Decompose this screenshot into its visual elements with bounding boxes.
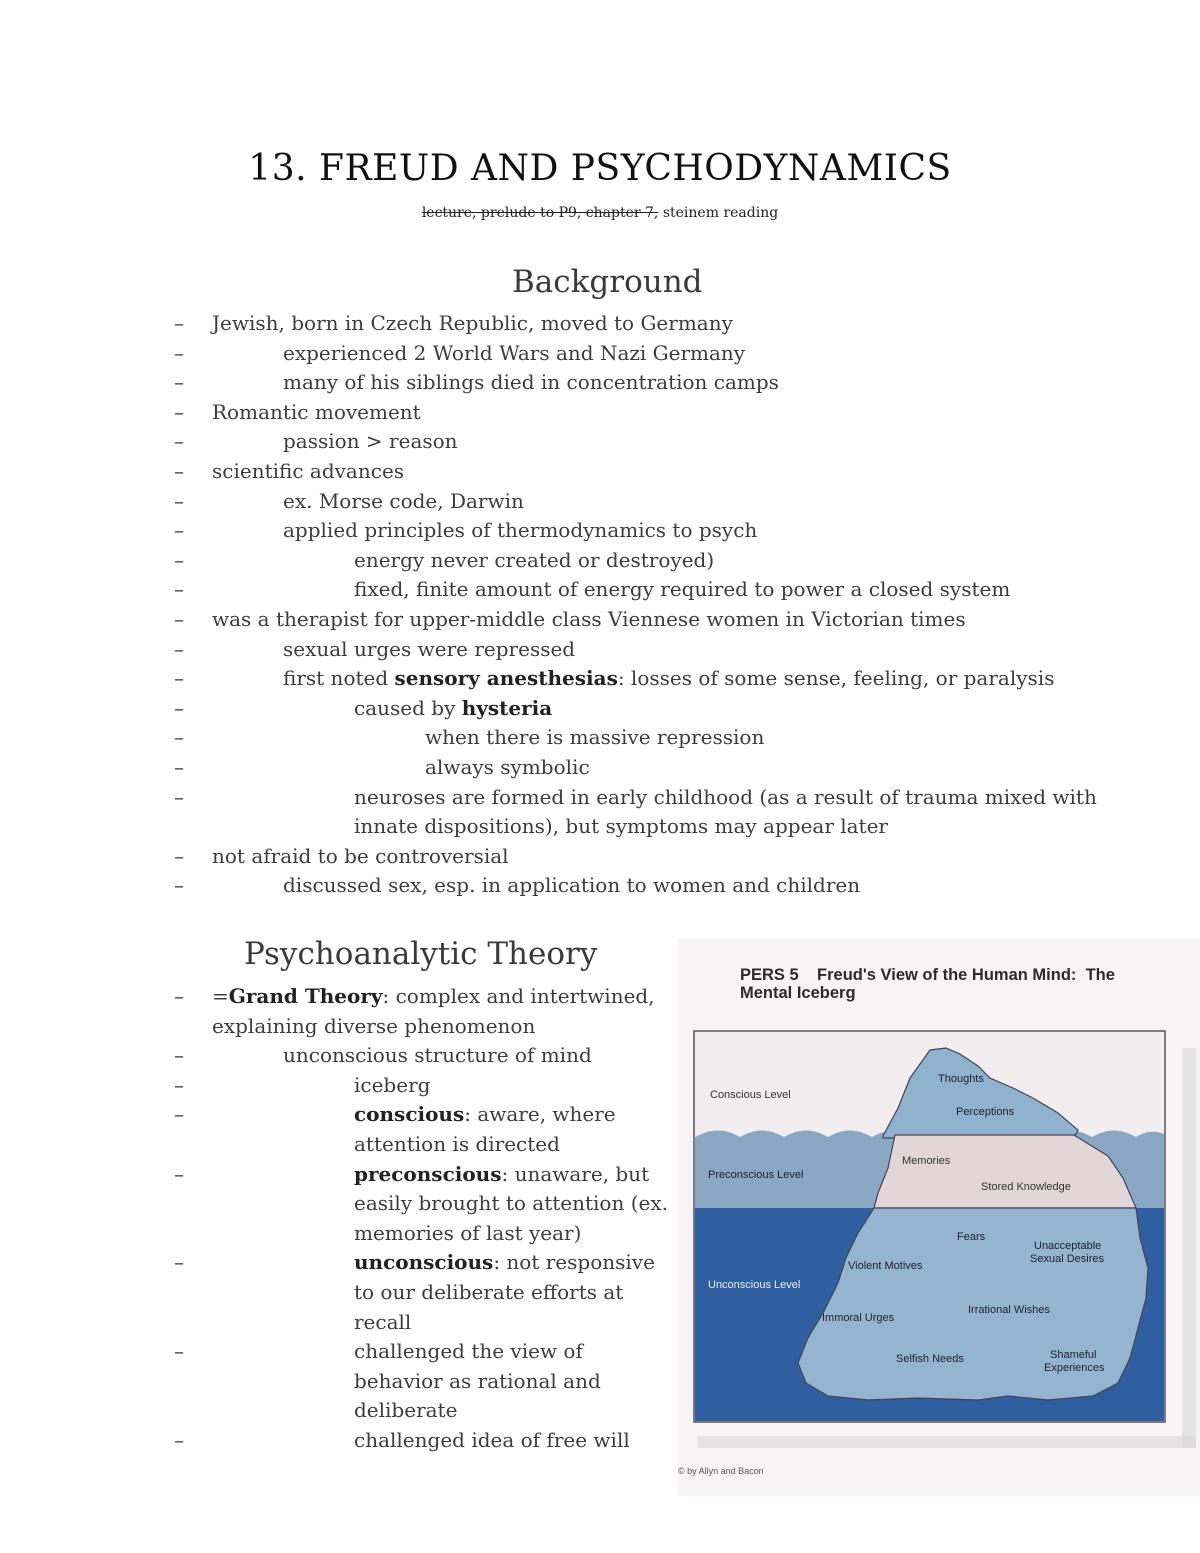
bullet-item xyxy=(212,457,1112,487)
bullet-item xyxy=(212,871,1112,901)
iceberg-diagram xyxy=(678,938,1200,1478)
bullet-item xyxy=(212,842,1112,872)
subtitle-text: steinem reading xyxy=(658,205,779,221)
bullet-item xyxy=(212,635,1112,665)
shameful-label: Shameful xyxy=(1050,1349,1097,1361)
figure-credit: © by Allyn and Bacon xyxy=(678,1466,764,1476)
figure-title-line2: Mental Iceberg xyxy=(740,984,856,1002)
perceptions-label: Perceptions xyxy=(956,1106,1015,1118)
bullet-item xyxy=(212,982,674,1041)
experiences-label: Experiences xyxy=(1044,1362,1105,1374)
bullet-item xyxy=(212,783,1112,842)
bullet-text: ex. Morse code, Darwin xyxy=(283,488,524,513)
bullet-text: applied principles of thermodynamics to psych xyxy=(283,518,758,543)
conscious-level-label: Conscious Level xyxy=(710,1089,791,1101)
bullet-term: hysteria xyxy=(461,695,553,720)
bullet-text: iceberg xyxy=(354,1072,431,1097)
bullet-item xyxy=(212,398,1112,428)
selfish-needs-label: Selfish Needs xyxy=(896,1353,964,1365)
sexual-desires-label: Sexual Desires xyxy=(1030,1253,1104,1265)
bullet-item xyxy=(212,664,1112,694)
bullet-text: Jewish, born in Czech Republic, moved to Germany xyxy=(212,311,733,335)
bullet-text: neuroses are formed in early childhood (as a result of trauma mixed with innate dispositions), but symptoms may appear later xyxy=(354,784,1097,839)
bullet-text: caused by xyxy=(354,695,462,720)
bullet-text: experienced 2 World Wars and Nazi Germany xyxy=(283,340,746,365)
bullet-term: preconscious xyxy=(354,1161,502,1186)
bullet-text: challenged the view of behavior as rational and deliberate xyxy=(354,1339,601,1423)
bullet-item xyxy=(212,1041,674,1071)
bullet-text: : complex and intertwined, explaining diverse phenomenon xyxy=(212,984,655,1038)
bullet-item xyxy=(212,309,1112,339)
bullet-text: : unaware, but easily brought to attention (ex. memories of last year) xyxy=(354,1161,668,1245)
stipple-edge-right xyxy=(1182,1048,1196,1448)
bullet-text: discussed sex, esp. in application to women and children xyxy=(283,873,861,898)
bullet-text: passion > reason xyxy=(283,429,458,454)
thoughts-label: Thoughts xyxy=(938,1073,984,1085)
bullet-text: fixed, finite amount of energy required to power a closed system xyxy=(354,577,1011,602)
bullet-text: = xyxy=(212,984,229,1008)
psychoanalytic-heading: Psychoanalytic Theory xyxy=(244,936,598,972)
preconscious-level-label: Preconscious Level xyxy=(708,1169,804,1181)
bullet-item xyxy=(212,1071,674,1101)
bullet-text: Romantic movement xyxy=(212,399,421,424)
irrational-wishes-label: Irrational Wishes xyxy=(968,1304,1050,1316)
bullet-term: sensory anesthesias xyxy=(394,666,618,691)
bullet-text: challenged idea of free will xyxy=(354,1427,630,1452)
bullet-text: unconscious structure of mind xyxy=(283,1043,592,1068)
document-subtitle xyxy=(0,205,1200,221)
bullet-item xyxy=(212,605,1112,635)
bullet-item xyxy=(212,368,1112,398)
bullet-text: when there is massive repression xyxy=(425,725,765,750)
bullet-text: : losses of some sense, feeling, or paralysis xyxy=(617,666,1055,691)
background-list xyxy=(212,309,1112,901)
bullet-text: : aware, where attention is directed xyxy=(354,1102,616,1156)
fears-label: Fears xyxy=(957,1231,986,1243)
bullet-item xyxy=(212,339,1112,369)
bullet-item xyxy=(212,575,1112,605)
bullet-text: sexual urges were repressed xyxy=(283,636,576,661)
unconscious-level-label: Unconscious Level xyxy=(708,1279,801,1291)
bullet-text: always symbolic xyxy=(425,754,590,779)
bullet-item xyxy=(212,694,1112,724)
bullet-item xyxy=(212,1248,674,1337)
background-heading: Background xyxy=(512,264,703,300)
document-title: 13. FREUD AND PSYCHODYNAMICS xyxy=(248,148,952,189)
memories-label: Memories xyxy=(902,1155,951,1167)
bullet-text: was a therapist for upper-middle class Viennese women in Victorian times xyxy=(212,606,966,631)
psychoanalytic-list xyxy=(212,982,674,1456)
bullet-term: conscious xyxy=(354,1102,465,1127)
bullet-item xyxy=(212,516,1112,546)
bullet-term: Grand Theory xyxy=(228,984,383,1008)
violent-motives-label: Violent Motives xyxy=(848,1260,923,1272)
figure-title-line1: PERS 5 Freud's View of the Human Mind: The xyxy=(740,966,1115,984)
bullet-item xyxy=(212,753,1112,783)
stipple-edge-bottom xyxy=(698,1436,1196,1448)
unacceptable-label: Unacceptable xyxy=(1034,1240,1102,1252)
bullet-text: scientific advances xyxy=(212,458,405,483)
bullet-item xyxy=(212,723,1112,753)
bullet-text: energy never created or destroyed) xyxy=(354,547,715,572)
bullet-item xyxy=(212,427,1112,457)
bullet-text: many of his siblings died in concentration camps xyxy=(283,370,779,395)
bullet-item xyxy=(212,1160,674,1249)
bullet-item xyxy=(212,487,1112,517)
bullet-term: unconscious xyxy=(354,1250,494,1275)
stored-knowledge-label: Stored Knowledge xyxy=(981,1181,1071,1193)
bullet-text: not afraid to be controversial xyxy=(212,843,509,868)
bullet-text: : not responsive to our deliberate efforts at recall xyxy=(354,1250,655,1334)
bullet-item xyxy=(212,1100,674,1159)
immoral-urges-label: Immoral Urges xyxy=(822,1312,895,1324)
subtitle-struck-text: lecture, prelude to P9, chapter 7, xyxy=(421,205,659,221)
iceberg-figure xyxy=(678,938,1200,1496)
bullet-item xyxy=(212,1426,674,1456)
bullet-item xyxy=(212,546,1112,576)
bullet-text: first noted xyxy=(283,666,395,691)
bullet-item xyxy=(212,1337,674,1426)
